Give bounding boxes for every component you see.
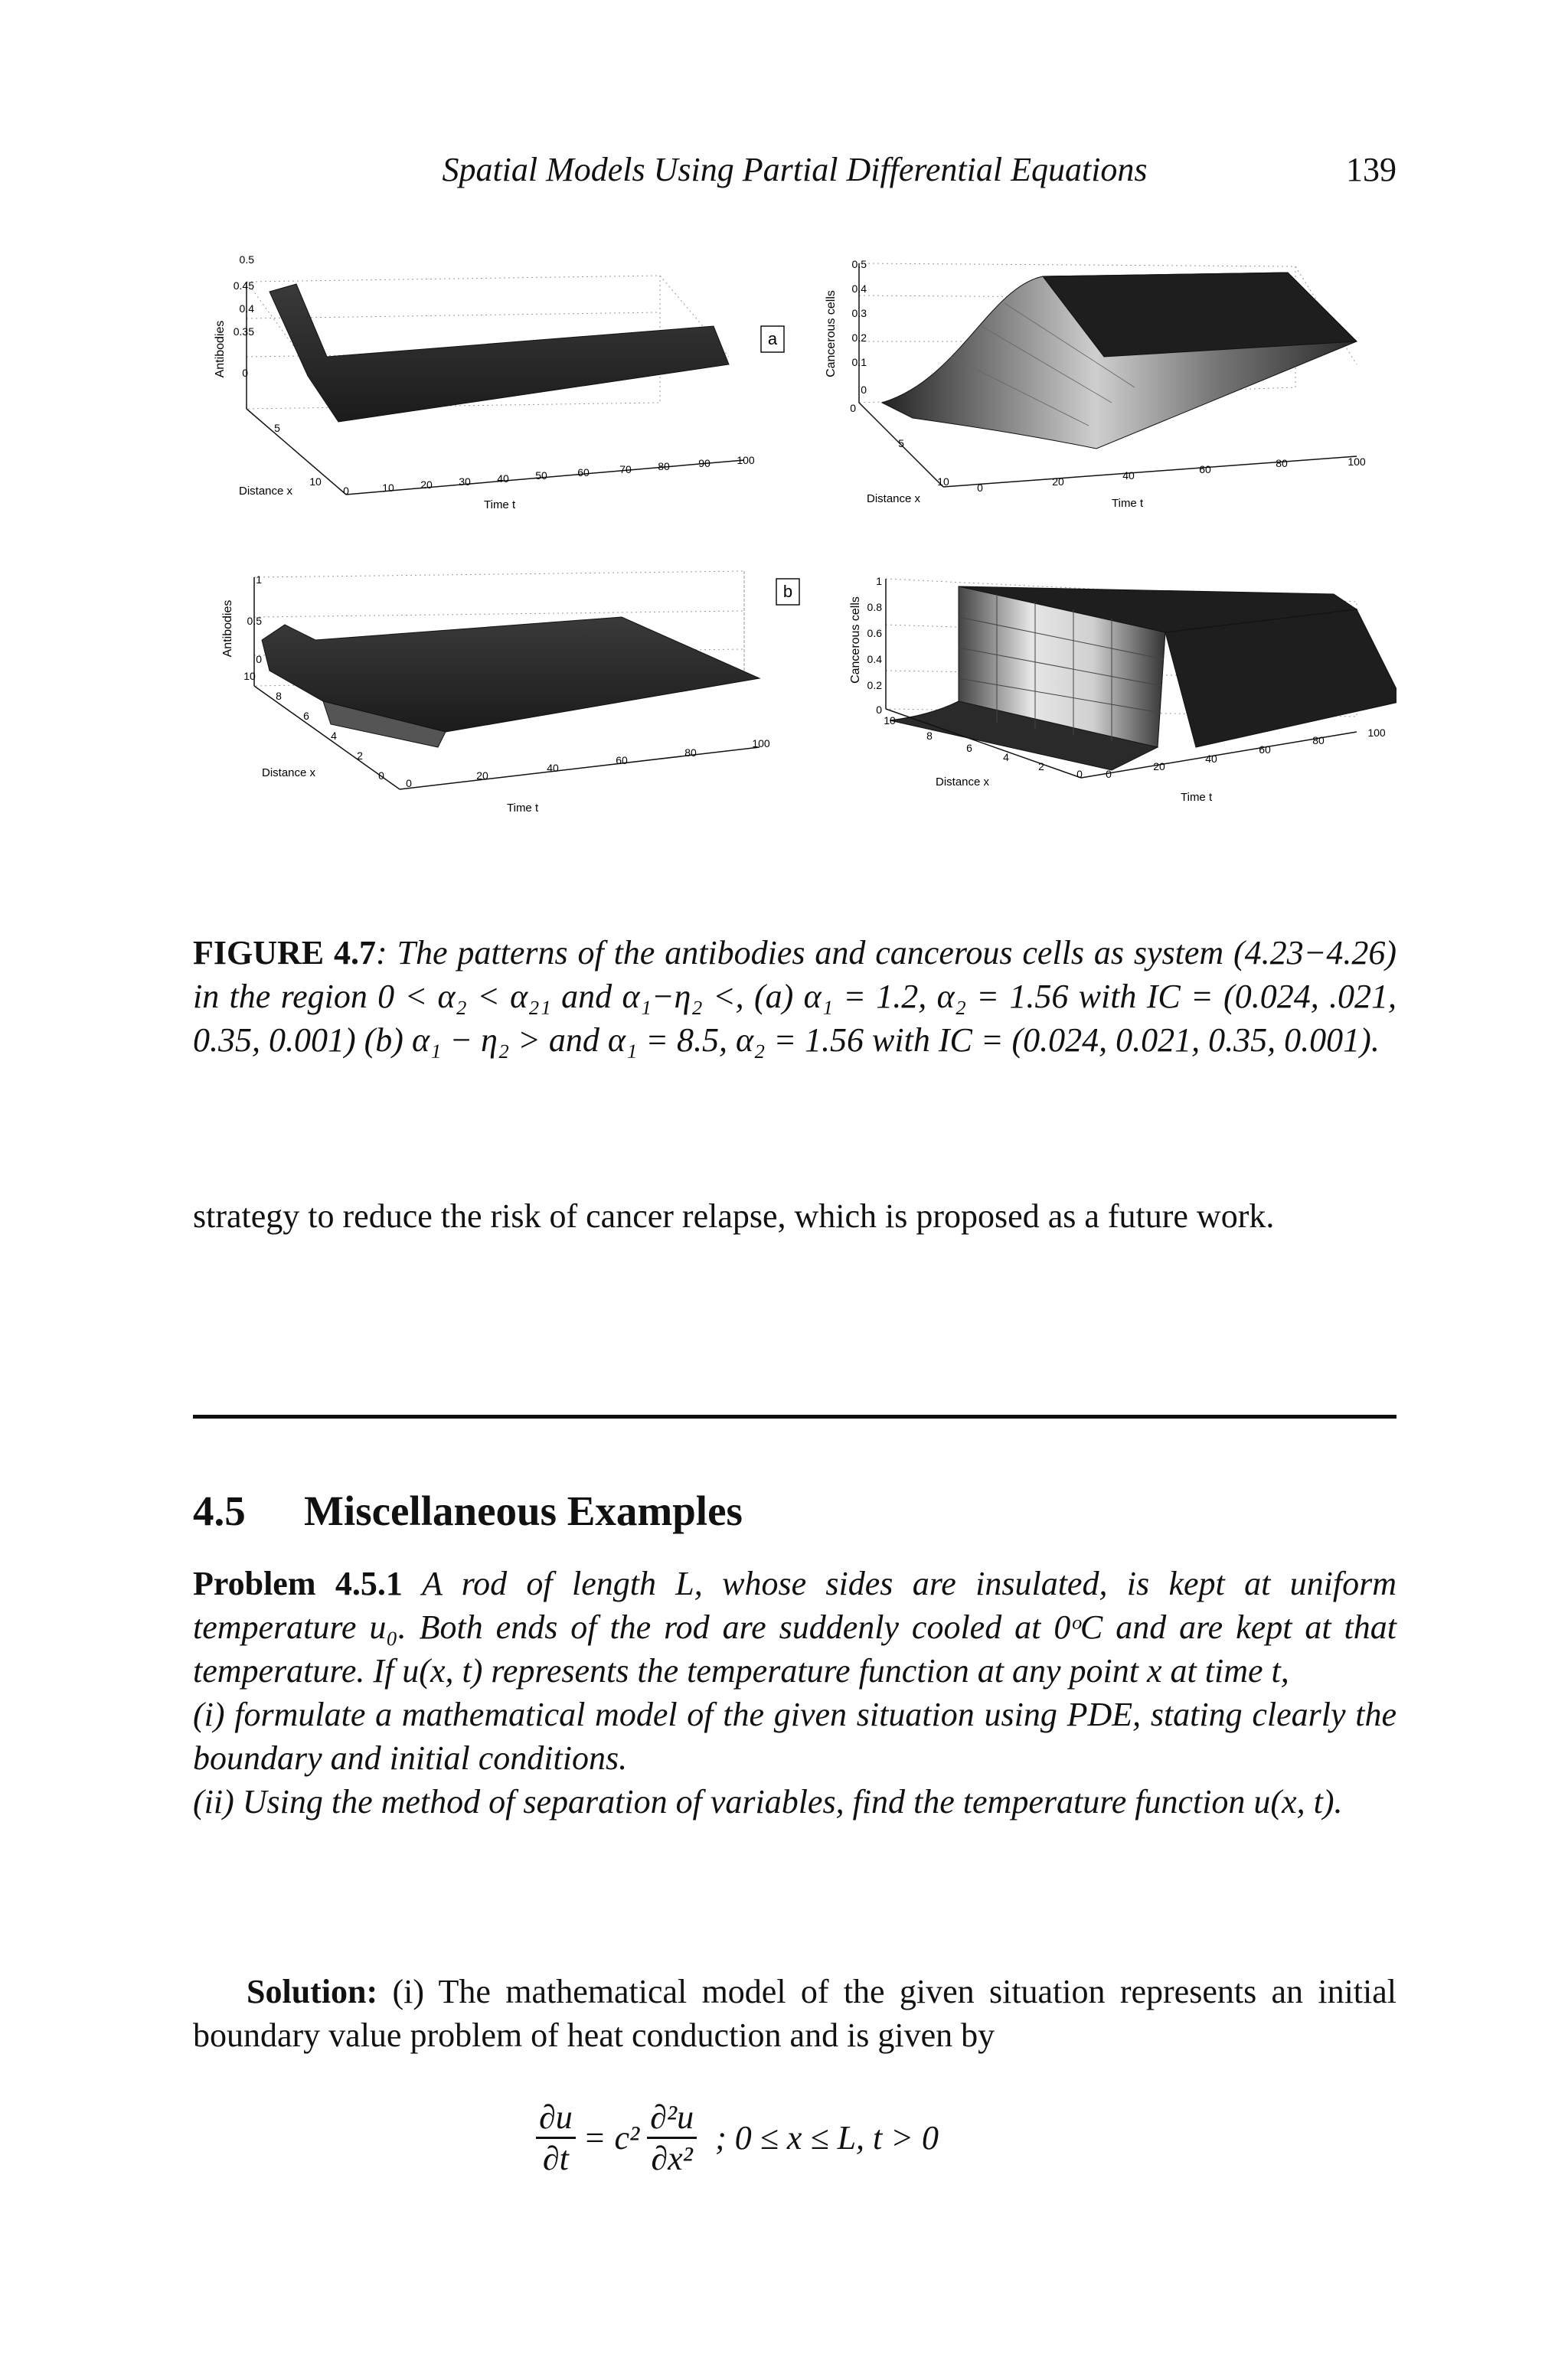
ttick: 20 — [1153, 760, 1165, 772]
heat-equation — [536, 2098, 1148, 2205]
lhs-fraction — [536, 2098, 576, 2178]
running-title: Spatial Models Using Partial Differential Equations — [442, 151, 1148, 188]
ttick: 100 — [752, 737, 770, 749]
ttick: 10 — [382, 482, 394, 494]
xtick: 0 — [1076, 768, 1083, 780]
tlabel: Time t — [507, 802, 539, 815]
ztick: 0.5 — [247, 615, 262, 627]
tlabel: Time t — [484, 498, 516, 511]
svg-text:b: b — [782, 582, 793, 601]
xtick: 10 — [243, 670, 256, 682]
xtick: 6 — [303, 710, 309, 722]
ttick: 60 — [1259, 743, 1271, 756]
zlabel: Cancerous cells — [825, 290, 838, 377]
problem-label: Problem 4.5.1 — [193, 1565, 403, 1602]
panel-label-b — [776, 579, 799, 605]
xlabel: Distance x — [936, 776, 990, 789]
xtick: 5 — [898, 437, 904, 449]
figure-label: FIGURE 4.7 — [193, 934, 376, 971]
figure-panels — [193, 242, 1396, 839]
xtick: 10 — [309, 475, 322, 488]
ztick: 0.4 — [239, 302, 254, 315]
xtick: 10 — [884, 714, 896, 727]
ttick: 60 — [616, 754, 628, 766]
problem-block — [193, 1562, 1396, 1824]
xtick: 0 — [378, 769, 384, 782]
ttick: 80 — [1312, 734, 1325, 746]
ztick: 1 — [256, 573, 262, 586]
zlabel: Antibodies — [214, 320, 227, 378]
ttick: 100 — [1348, 456, 1366, 468]
xtick: 2 — [357, 749, 363, 762]
xlabel: Distance x — [262, 766, 316, 779]
xtick: 5 — [274, 422, 280, 434]
ttick: 60 — [577, 466, 590, 478]
panel-bottom-left — [221, 571, 770, 815]
ttick: 30 — [459, 475, 471, 488]
body-paragraph: strategy to reduce the risk of cancer relapse, which is proposed as a future work. — [193, 1197, 1275, 1235]
problem-part-ii: (ii) Using the method of separation of variables, find the temperature function u(x, t). — [193, 1783, 1343, 1821]
section-title: Miscellaneous Examples — [304, 1487, 743, 1534]
xtick: 8 — [926, 730, 933, 742]
ttick: 40 — [1122, 469, 1135, 482]
zlabel: Antibodies — [221, 599, 234, 658]
ttick: 100 — [1367, 727, 1386, 739]
ztick: 0.4 — [851, 282, 867, 295]
panel-label-a — [761, 326, 784, 352]
ttick: 0 — [406, 777, 412, 789]
ttick: 70 — [619, 463, 632, 475]
panel-bottom-right — [849, 575, 1396, 804]
lhs-numerator: ∂u — [536, 2098, 576, 2139]
zlabel: Cancerous cells — [849, 596, 862, 684]
tlabel: Time t — [1112, 497, 1144, 510]
xlabel: Distance x — [239, 485, 293, 498]
ztick: 0.2 — [851, 331, 867, 344]
rhs-fraction — [647, 2098, 697, 2178]
ttick: 80 — [658, 460, 670, 472]
ztick: 0.8 — [867, 601, 882, 613]
ttick: 40 — [547, 762, 559, 774]
ztick: 0 — [850, 402, 856, 414]
domain-condition: ; 0 ≤ x ≤ L, t > 0 — [715, 2119, 939, 2157]
xtick: 4 — [1003, 751, 1009, 763]
equals-c-squared: = c² — [583, 2119, 640, 2157]
ttick: 0 — [343, 485, 349, 497]
ztick: 0.2 — [867, 679, 882, 691]
ttick: 40 — [1205, 753, 1217, 765]
xtick: 4 — [331, 730, 337, 742]
ttick: 40 — [497, 472, 509, 485]
rhs-denominator: ∂x² — [651, 2140, 693, 2177]
xtick: 6 — [966, 742, 972, 754]
problem-part-i: (i) formulate a mathematical model of the given situation using PDE, stating clearly the boundary and initial conditions. — [193, 1696, 1396, 1777]
xtick: 10 — [937, 475, 949, 488]
solution-text: (i) The mathematical model of the given situation represents an initial boundary value problem of heat conduction and is given by — [193, 1973, 1397, 2054]
solution-block — [193, 1970, 1396, 2057]
running-header — [193, 150, 1396, 196]
tlabel: Time t — [1181, 791, 1213, 804]
section-heading — [193, 1487, 1396, 1535]
section-number: 4.5 — [193, 1487, 246, 1534]
ztick: 0.1 — [851, 356, 867, 368]
ztick: 0.35 — [233, 325, 254, 338]
xlabel: Distance x — [867, 492, 921, 505]
ttick: 60 — [1199, 463, 1211, 475]
ztick: 0.5 — [239, 253, 254, 266]
ztick: 0 — [876, 704, 882, 716]
ztick: 0.4 — [867, 653, 882, 665]
ttick: 50 — [535, 469, 547, 482]
svg-text:a: a — [767, 329, 778, 348]
ztick: 1 — [876, 575, 882, 587]
ttick: 90 — [698, 457, 710, 469]
lhs-denominator: ∂t — [542, 2140, 569, 2177]
ttick: 100 — [737, 454, 755, 466]
ttick: 0 — [1106, 768, 1112, 780]
ztick: 0.6 — [867, 627, 882, 639]
solution-label: Solution: — [247, 1973, 378, 2010]
ztick: 0 — [242, 367, 248, 379]
ztick: 0.3 — [851, 307, 867, 319]
ztick: 0.45 — [233, 279, 254, 292]
figure-caption — [193, 931, 1396, 1062]
xtick: 2 — [1038, 760, 1044, 772]
rhs-numerator: ∂²u — [647, 2098, 697, 2139]
ttick: 20 — [420, 478, 433, 491]
page-number: 139 — [1346, 151, 1396, 188]
figure-caption-text: : The patterns of the antibodies and cancerous cells as system (4.23−4.26) in the region 0 < α₂ < α₂₁ and α₁−η₂ <, (a) α₁ = 1.2, α₂ = 1.56 with IC = (0.024, .021, 0.35, 0.001) (b) α₁ − η₂ > and α₁ = 8.5, α₂ = 1.56 with IC = (0.024, 0.021, 0.35, 0.001). — [193, 934, 1397, 1059]
section-rule — [193, 1415, 1396, 1419]
problem-statement: A rod of length L, whose sides are insulated, is kept at uniform temperature u₀. Both ends of the rod are suddenly cooled at 0ᵒC and are kept at that temperature. If u(x, t) represents the temperature function at any point x at time t, — [193, 1565, 1396, 1690]
panel-top-left — [214, 253, 755, 511]
ttick: 80 — [684, 746, 697, 759]
figure-4-7 — [193, 242, 1396, 839]
ztick: 0 — [861, 384, 867, 396]
panel-top-right — [825, 258, 1366, 510]
ttick: 80 — [1276, 457, 1288, 469]
ttick: 0 — [977, 482, 983, 494]
ttick: 20 — [476, 769, 488, 782]
ztick: 0 — [256, 653, 262, 665]
ttick: 20 — [1052, 475, 1064, 488]
ztick: 0.5 — [851, 258, 867, 270]
xtick: 8 — [276, 690, 282, 702]
